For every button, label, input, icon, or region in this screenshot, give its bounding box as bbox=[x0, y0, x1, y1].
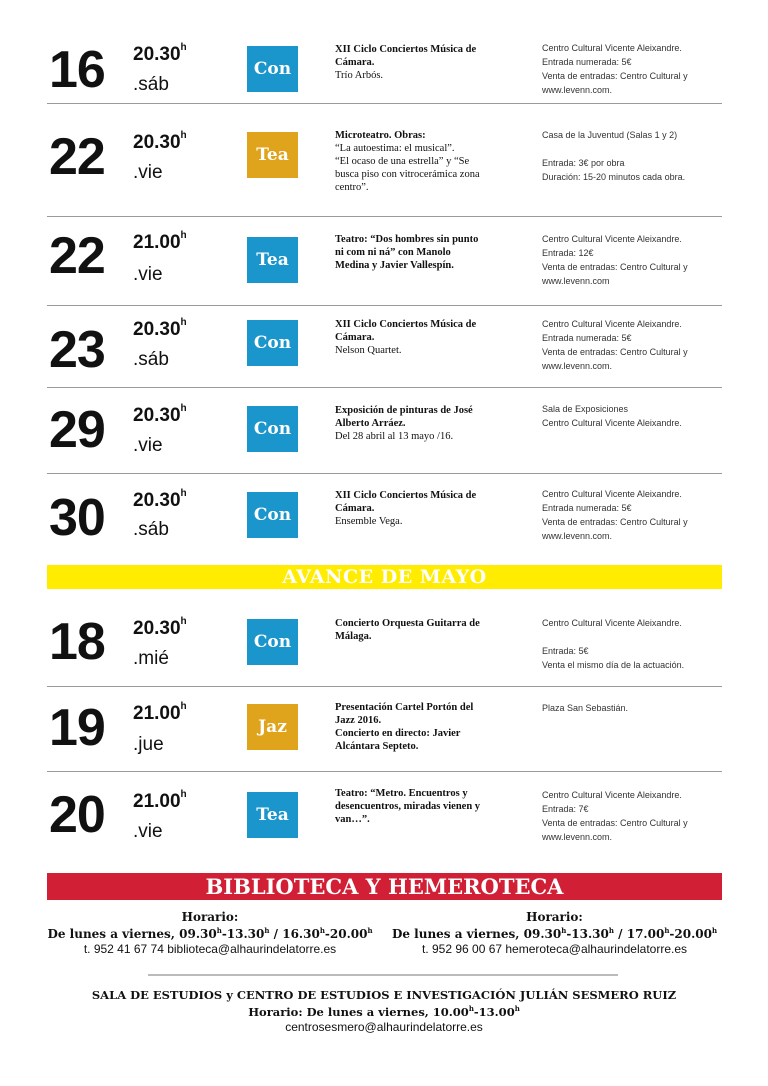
event-row bbox=[47, 687, 722, 772]
event-description bbox=[335, 701, 513, 753]
event-day: 16 bbox=[49, 41, 105, 99]
category-badge: Con bbox=[247, 320, 298, 366]
venue-line: Sala de Exposiciones bbox=[542, 404, 629, 414]
description-line: Teatro: “Dos hombres sin punto bbox=[335, 234, 479, 245]
library-banner bbox=[47, 873, 722, 900]
venue-line: Entrada: 3€ por obra bbox=[542, 158, 625, 168]
biblioteca-contact[interactable]: t. 952 41 67 74 biblioteca@alhaurindelatorre.es bbox=[83, 942, 337, 956]
event-time: 21.00$^h$ bbox=[133, 789, 187, 812]
event-time: 20.30$^h$ bbox=[133, 403, 187, 426]
description-line: Exposición de pinturas de José bbox=[335, 405, 473, 416]
venue-line: Entrada: 12€ bbox=[542, 248, 594, 258]
event-venue bbox=[542, 788, 724, 844]
event-description bbox=[335, 129, 513, 194]
venue-line bbox=[542, 630, 724, 644]
event-description bbox=[335, 43, 513, 82]
hemeroteca-block bbox=[382, 910, 727, 957]
description-line: Cámara. bbox=[335, 57, 375, 68]
event-venue bbox=[542, 232, 724, 288]
venue-line: Centro Cultural Vicente Aleixandre. bbox=[542, 489, 682, 499]
event-row bbox=[47, 306, 722, 388]
description-line: van…”. bbox=[335, 814, 370, 825]
venue-line: Duración: 15-20 minutos cada obra. bbox=[542, 172, 686, 182]
category-badge: Tea bbox=[247, 792, 298, 838]
description-line: Ensemble Vega. bbox=[335, 516, 403, 527]
biblioteca-hours: De lunes a viernes, 09.30$^h$-13.30$^h$ / 16.30$^h$-20.00$^h$ bbox=[47, 926, 373, 941]
venue-line: Venta el mismo día de la actuación. bbox=[542, 660, 685, 670]
venue-line: Centro Cultural Vicente Aleixandre. bbox=[542, 418, 682, 428]
description-line: XII Ciclo Conciertos Música de bbox=[335, 490, 477, 501]
description-line: Presentación Cartel Portón del bbox=[335, 702, 474, 713]
event-description bbox=[335, 617, 513, 643]
event-row bbox=[47, 388, 722, 474]
event-description bbox=[335, 787, 513, 826]
event-day: 19 bbox=[49, 699, 105, 757]
event-row bbox=[47, 30, 722, 104]
event-day: 18 bbox=[49, 613, 105, 671]
category-badge: Jaz bbox=[247, 704, 298, 750]
event-weekday: .sáb bbox=[133, 74, 169, 95]
venue-line: Entrada: 7€ bbox=[542, 804, 589, 814]
venue-line: Venta de entradas: Centro Cultural y bbox=[542, 347, 688, 357]
event-day: 23 bbox=[49, 321, 105, 379]
description-line: “El ocaso de una estrella” y “Se bbox=[335, 156, 470, 167]
avance-banner bbox=[47, 565, 722, 589]
venue-line: www.levenn.com. bbox=[542, 531, 613, 541]
venue-line: www.levenn.com. bbox=[542, 361, 613, 371]
description-line: ni com ni ná” con Manolo bbox=[335, 247, 451, 258]
biblioteca-heading: Horario: bbox=[181, 910, 239, 924]
event-venue bbox=[542, 701, 724, 715]
event-row bbox=[47, 104, 722, 217]
biblioteca-block bbox=[40, 910, 380, 957]
hemeroteca-heading: Horario: bbox=[526, 910, 583, 924]
footer-divider bbox=[148, 974, 618, 976]
venue-line: Centro Cultural Vicente Aleixandre. bbox=[542, 319, 682, 329]
event-description bbox=[335, 404, 513, 443]
description-line: “La autoestima: el musical”. bbox=[335, 143, 455, 154]
description-line: Teatro: “Metro. Encuentros y bbox=[335, 788, 468, 799]
event-venue bbox=[542, 41, 724, 97]
category-badge: Con bbox=[247, 492, 298, 538]
venue-line: Entrada: 5€ bbox=[542, 646, 589, 656]
description-line: Málaga. bbox=[335, 631, 372, 642]
event-weekday: .jue bbox=[133, 734, 164, 755]
venue-line: Venta de entradas: Centro Cultural y bbox=[542, 517, 688, 527]
library-title: BIBLIOTECA Y HEMEROTECA bbox=[205, 874, 564, 899]
description-line: Nelson Quartet. bbox=[335, 345, 402, 356]
footer bbox=[40, 988, 728, 1035]
venue-line: www.levenn.com. bbox=[542, 85, 613, 95]
event-weekday: .mié bbox=[133, 648, 169, 669]
event-time: 21.00$^h$ bbox=[133, 230, 187, 253]
category-badge: Tea bbox=[247, 237, 298, 283]
event-day: 30 bbox=[49, 489, 105, 547]
description-line: Cámara. bbox=[335, 332, 375, 343]
event-row bbox=[47, 598, 722, 687]
event-time: 20.30$^h$ bbox=[133, 488, 187, 511]
description-line: desencuentros, miradas vienen y bbox=[335, 801, 481, 812]
event-row bbox=[47, 217, 722, 306]
event-venue bbox=[542, 487, 724, 543]
avance-title: AVANCE DE MAYO bbox=[282, 566, 487, 588]
event-weekday: .vie bbox=[133, 162, 163, 183]
venue-line: Venta de entradas: Centro Cultural y bbox=[542, 71, 688, 81]
event-description bbox=[335, 318, 513, 357]
event-time: 20.30$^h$ bbox=[133, 42, 187, 65]
category-badge: Con bbox=[247, 46, 298, 92]
description-line: Alcántara Septeto. bbox=[335, 741, 419, 752]
event-time: 20.30$^h$ bbox=[133, 317, 187, 340]
venue-line: Centro Cultural Vicente Aleixandre. bbox=[542, 234, 682, 244]
footer-hours: Horario: De lunes a viernes, 10.00$^h$-13.00$^h$ bbox=[248, 1004, 520, 1019]
event-venue bbox=[542, 616, 724, 672]
description-line: Cámara. bbox=[335, 503, 375, 514]
event-venue bbox=[542, 402, 724, 430]
event-weekday: .vie bbox=[133, 435, 163, 456]
event-day: 29 bbox=[49, 401, 105, 459]
description-line: Concierto en directo: Javier bbox=[335, 728, 461, 739]
footer-email[interactable]: centrosesmero@alhaurindelatorre.es bbox=[285, 1019, 483, 1034]
venue-line: Centro Cultural Vicente Aleixandre. bbox=[542, 790, 682, 800]
description-line: Concierto Orquesta Guitarra de bbox=[335, 618, 480, 629]
description-line: Jazz 2016. bbox=[335, 715, 382, 726]
event-time: 21.00$^h$ bbox=[133, 701, 187, 724]
description-line: Microteatro. Obras: bbox=[335, 130, 426, 141]
event-weekday: .sáb bbox=[133, 519, 169, 540]
event-time: 20.30$^h$ bbox=[133, 616, 187, 639]
event-description bbox=[335, 489, 513, 528]
venue-line: Centro Cultural Vicente Aleixandre. bbox=[542, 618, 682, 628]
description-line: Alberto Arráez. bbox=[335, 418, 406, 429]
description-line: XII Ciclo Conciertos Música de bbox=[335, 44, 477, 55]
event-weekday: .vie bbox=[133, 264, 163, 285]
venue-line bbox=[542, 142, 724, 156]
description-line: Medina y Javier Vallespín. bbox=[335, 260, 454, 271]
event-description bbox=[335, 233, 513, 272]
venue-line: Venta de entradas: Centro Cultural y bbox=[542, 818, 688, 828]
event-weekday: .vie bbox=[133, 821, 163, 842]
category-badge: Con bbox=[247, 619, 298, 665]
event-row bbox=[47, 474, 722, 556]
venue-line: Entrada numerada: 5€ bbox=[542, 57, 632, 67]
event-day: 20 bbox=[49, 786, 105, 844]
event-row bbox=[47, 772, 722, 862]
venue-line: Centro Cultural Vicente Aleixandre. bbox=[542, 43, 682, 53]
event-day: 22 bbox=[49, 227, 105, 285]
venue-line: Plaza San Sebastián. bbox=[542, 703, 629, 713]
event-venue bbox=[542, 128, 724, 184]
venue-line: Casa de la Juventud (Salas 1 y 2) bbox=[542, 130, 678, 140]
category-badge: Tea bbox=[247, 132, 298, 178]
description-line: Trío Arbós. bbox=[335, 70, 384, 81]
hemeroteca-hours: De lunes a viernes, 09.30$^h$-13.30$^h$ / 17.00$^h$-20.00$^h$ bbox=[391, 926, 718, 941]
category-badge: Con bbox=[247, 406, 298, 452]
description-line: busca piso con vitrocerámica zona bbox=[335, 169, 480, 180]
event-day: 22 bbox=[49, 128, 105, 186]
footer-title: SALA DE ESTUDIOS y CENTRO DE ESTUDIOS E INVESTIGACIÓN JULIÁN SESMERO RUIZ bbox=[91, 988, 677, 1002]
hemeroteca-contact[interactable]: t. 952 96 00 67 hemeroteca@alhaurindelatorre.es bbox=[421, 942, 688, 956]
event-weekday: .sáb bbox=[133, 349, 169, 370]
venue-line: Entrada numerada: 5€ bbox=[542, 503, 632, 513]
description-line: XII Ciclo Conciertos Música de bbox=[335, 319, 477, 330]
venue-line: Venta de entradas: Centro Cultural y bbox=[542, 262, 688, 272]
venue-line: Entrada numerada: 5€ bbox=[542, 333, 632, 343]
venue-line: www.levenn.com bbox=[542, 276, 610, 286]
description-line: centro”. bbox=[335, 182, 369, 193]
event-time: 20.30$^h$ bbox=[133, 130, 187, 153]
event-venue bbox=[542, 317, 724, 373]
venue-line: www.levenn.com. bbox=[542, 832, 613, 842]
description-line: Del 28 abril al 13 mayo /16. bbox=[335, 431, 454, 442]
